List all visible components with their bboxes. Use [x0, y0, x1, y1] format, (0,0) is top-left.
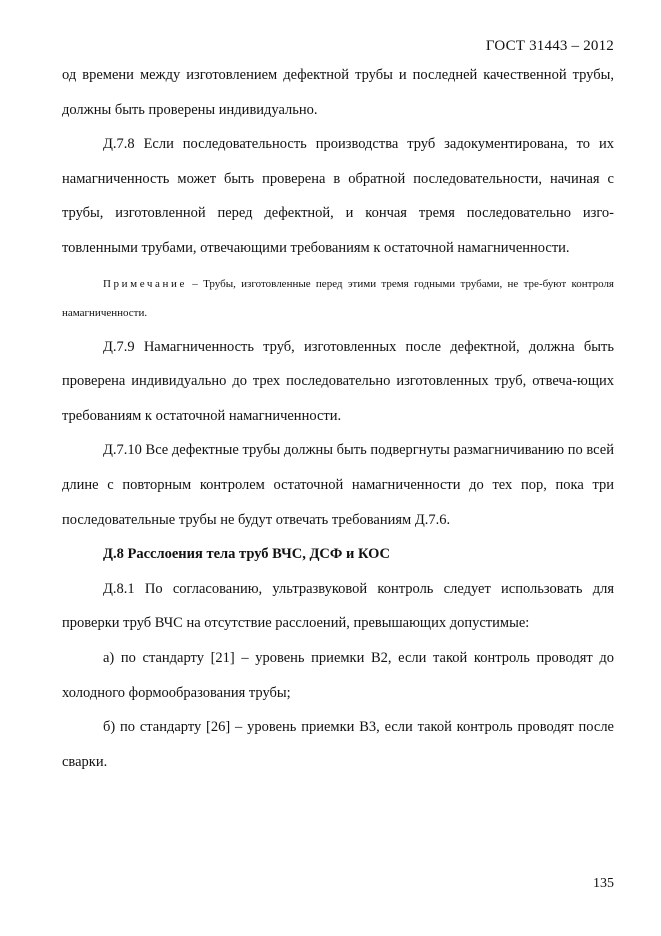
list-item-b: б) по стандарту [26] – уровень приемки В3, если такой контроль проводят после сварки. — [62, 719, 614, 770]
paragraph-d79: Д.7.9 Намагниченность труб, изготовленных после дефектной, должна быть проверена индивидуально до трех последовательно изготовленных труб, отвеча-ющих требованиям к остаточной намагниченности. — [62, 338, 614, 424]
page-number: 135 — [593, 876, 614, 891]
note-label: Примечание — [103, 277, 187, 290]
section-heading-d8: Д.8 Расслоения тела труб ВЧС, ДСФ и КОС — [103, 546, 391, 563]
document-body — [62, 58, 614, 779]
note-text: – Трубы, изготовленные перед этими тремя годными трубами, не тре-буют контроля намагниченности. — [62, 277, 614, 319]
list-item-a: а) по стандарту [21] – уровень приемки В2, если такой контроль проводят до холодного формообразования трубы; — [62, 649, 614, 701]
paragraph-d78: Д.7.8 Если последовательность производства труб задокументирована, то их намагниченность может быть проверена в обратной последовательности, начиная с трубы, изготовленной перед дефектной, и кончая тремя последовательно изго-товленными трубами, отвечающими требованиям к остаточной намагниченности. — [62, 136, 614, 256]
paragraph-d710: Д.7.10 Все дефектные трубы должны быть подвергнуты размагничиванию по всей длине с повторным контролем остаточной намагниченности до тех пор, пока три последовательные трубы не будут отвечать требованиям Д.7.6. — [62, 442, 614, 528]
paragraph-continuation: од времени между изготовлением дефектной трубы и последней качественной трубы, должны быть проверены индивидуально. — [62, 67, 614, 118]
note — [62, 270, 614, 328]
paragraph-d81: Д.8.1 По согласованию, ультразвуковой контроль следует использовать для проверки труб ВЧС на отсутствие расслоений, превышающих допустимые: — [62, 580, 614, 632]
document-header: ГОСТ 31443 – 2012 — [485, 38, 614, 54]
